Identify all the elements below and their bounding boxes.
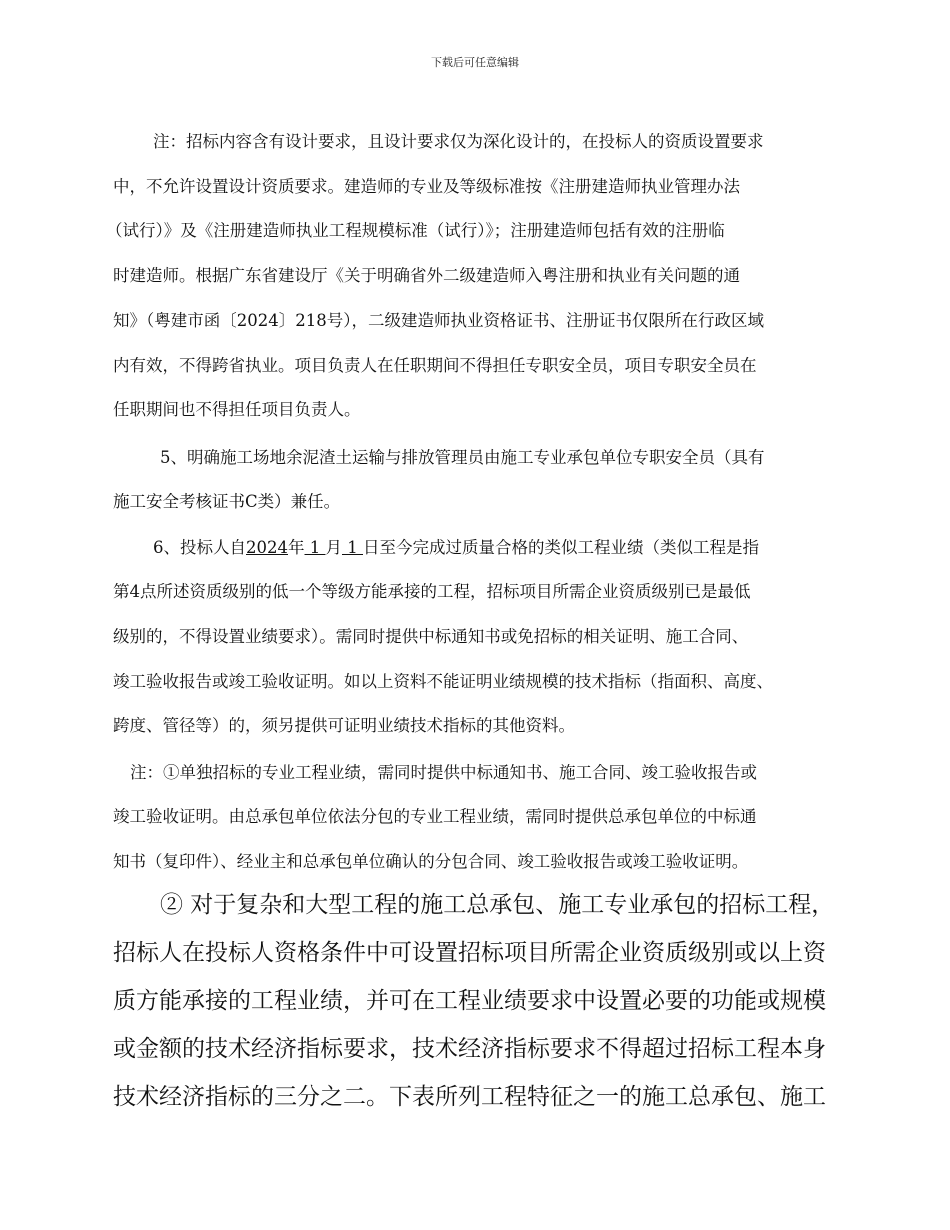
note1-line-3: （试行）》及《注册建造师执业工程规模标准（试行）》；注册建造师包括有效的注册临 xyxy=(106,221,725,240)
item6-year-suffix: 年 xyxy=(288,538,305,557)
note1-line-1: 注：招标内容含有设计要求，且设计要求仅为深化设计的，在投标人的资质设置要求 xyxy=(153,132,764,151)
para2-line-1: ② 对于复杂和大型工程的施工总承包、施工专业承包的招标工程， xyxy=(160,892,835,918)
para2-line-3: 质方能承接的工程业绩，并可在工程业绩要求中设置必要的功能或规模 xyxy=(113,988,826,1014)
para2-line-4: 或金额的技术经济指标要求，技术经济指标要求不得超过招标工程本身 xyxy=(113,1036,826,1062)
para2-line-2: 招标人在投标人资格条件中可设置招标项目所需企业资质级别或以上资 xyxy=(113,940,826,966)
para2-line-5: 技术经济指标的三分之二。下表所列工程特征之一的施工总承包、施工 xyxy=(113,1084,826,1110)
item6-line-5: 跨度、管径等）的，须另提供可证明业绩技术指标的其他资料。 xyxy=(113,716,575,735)
note1-line-5: 知》（粤建市函〔2024〕218号），二级建造师执业资格证书、注册证书仅限所在行政区域 xyxy=(113,311,764,330)
item6-month: 1 xyxy=(304,538,326,557)
item6-line-3: 级别的，不得设置业绩要求）。需同时提供中标通知书或免招标的相关证明、施工合同、 xyxy=(113,627,749,646)
item6-line-2: 第4点所述资质级别的低一个等级方能承接的工程，招标项目所需企业资质级别已是最低 xyxy=(113,582,751,601)
item6-prefix: 6、投标人自 xyxy=(153,538,246,557)
item6-line-1 xyxy=(153,537,759,559)
item6-day: 1 xyxy=(342,538,363,557)
note1-line-4: 时建造师。根据广东省建设厅《关于明确省外二级建造师入粤注册和执业有关问题的通 xyxy=(113,266,740,285)
note2-line-1: 注：①单独招标的专业工程业绩，需同时提供中标通知书、施工合同、竣工验收报告或 xyxy=(130,763,757,782)
note1-line-6: 内有效，不得跨省执业。项目负责人在任职期间不得担任专职安全员，项目专职安全员在 xyxy=(113,356,757,375)
page-header: 下载后可任意编辑 xyxy=(431,56,519,69)
note2-line-3: 知书（复印件）、经业主和总承包单位确认的分包合同、竣工验收报告或竣工验收证明。 xyxy=(113,852,749,871)
item6-line-4: 竣工验收报告或竣工验收证明。如以上资料不能证明业绩规模的技术指标（指面积、高度、 xyxy=(113,672,773,691)
item5-line-1: 5、明确施工场地余泥渣土运输与排放管理员由施工专业承包单位专职安全员（具有 xyxy=(160,448,765,467)
note1-line-2: 中，不允许设置设计资质要求。建造师的专业及等级标准按《注册建造师执业管理办法 xyxy=(113,177,740,196)
item6-month-suffix: 月 xyxy=(325,538,342,557)
item6-rest: 日至今完成过质量合格的类似工程业绩（类似工程是指 xyxy=(363,538,759,557)
note2-line-2: 竣工验收证明。由总承包单位依法分包的专业工程业绩，需同时提供总承包单位的中标通 xyxy=(113,807,757,826)
note1-line-7: 任职期间也不得担任项目负责人。 xyxy=(113,400,361,419)
item5-line-2: 施工安全考核证书C类）兼任。 xyxy=(113,492,341,511)
item6-year: 2024 xyxy=(246,538,288,557)
